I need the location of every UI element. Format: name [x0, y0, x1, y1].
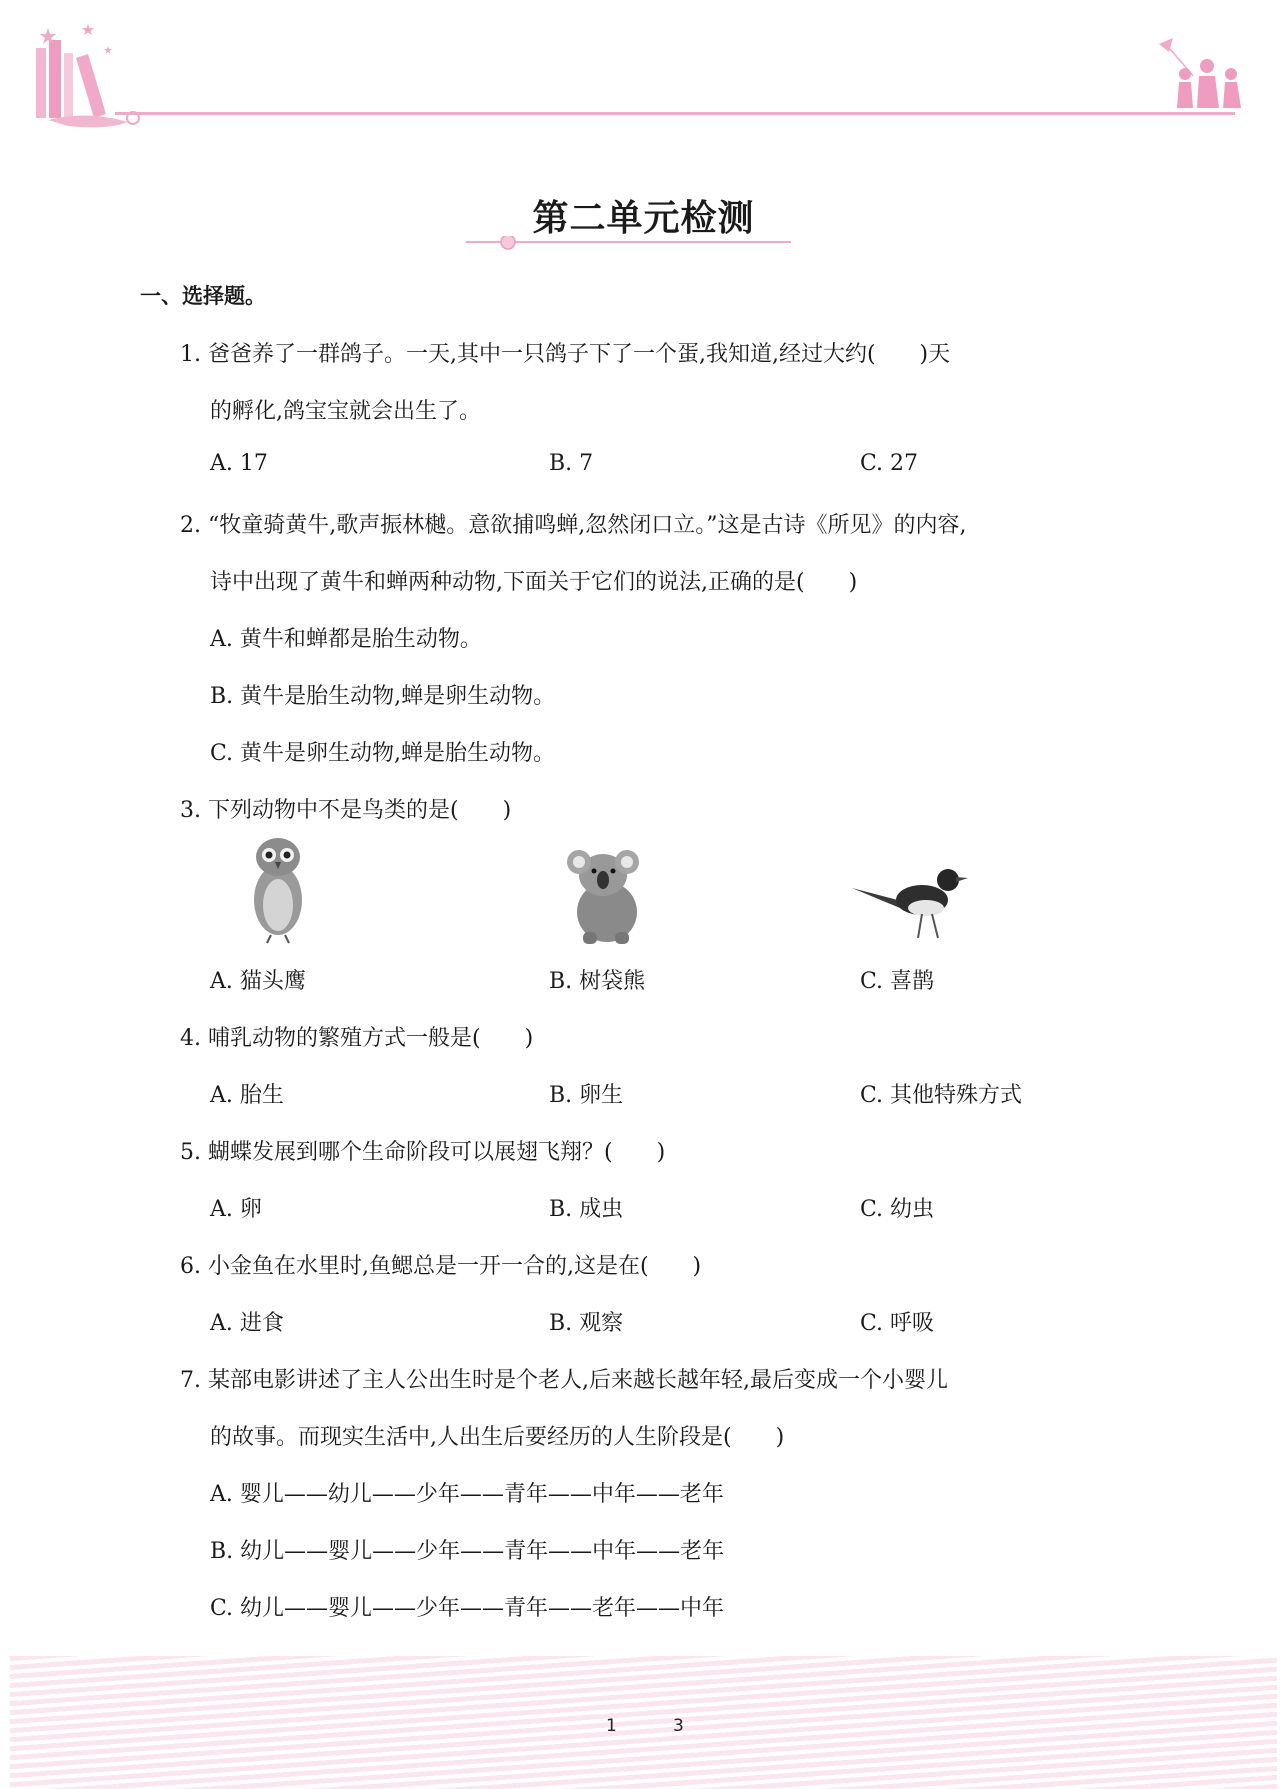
- option-c[interactable]: C. 黄牛是卵生动物,蝉是胎生动物。: [210, 741, 556, 766]
- question-stem: 1. 爸爸养了一群鸽子。一天,其中一只鸽子下了一个蛋,我知道,经过大约( )天: [180, 342, 951, 367]
- option-a[interactable]: A. 17: [210, 451, 268, 476]
- option-a[interactable]: A. 进食: [210, 1311, 284, 1336]
- question-stem: 7. 某部电影讲述了主人公出生时是个老人,后来越长越年轻,最后变成一个小婴儿: [180, 1368, 948, 1393]
- option-a[interactable]: A. 黄牛和蝉都是胎生动物。: [210, 627, 482, 652]
- question-stem: 诗中出现了黄牛和蝉两种动物,下面关于它们的说法,正确的是( ): [210, 570, 858, 595]
- option-a[interactable]: A. 婴儿——幼儿——少年——青年——中年——老年: [210, 1482, 724, 1507]
- option-b[interactable]: B. 卵生: [549, 1083, 624, 1108]
- option-c[interactable]: C. 其他特殊方式: [860, 1083, 1023, 1108]
- header-divider: [115, 112, 1235, 115]
- page-title: 第二单元检测: [532, 197, 755, 239]
- footer-band: [10, 1656, 1277, 1789]
- option-b[interactable]: B. 7: [549, 451, 594, 476]
- option-c[interactable]: C. 喜鹊: [860, 969, 935, 994]
- option-b[interactable]: B. 观察: [549, 1311, 624, 1336]
- books-flowers-icon: [28, 18, 153, 133]
- magpie-image: [850, 850, 975, 947]
- option-c[interactable]: C. 呼吸: [860, 1311, 935, 1336]
- option-c[interactable]: C. 幼虫: [860, 1197, 935, 1222]
- option-c[interactable]: C. 幼儿——婴儿——少年——青年——老年——中年: [210, 1596, 725, 1621]
- question-stem: 的孵化,鸽宝宝就会出生了。: [210, 399, 481, 424]
- owl-image: [245, 835, 311, 947]
- page-number-left: 1: [606, 1716, 617, 1736]
- title-underline: [466, 236, 796, 250]
- page-number-right: 3: [673, 1716, 684, 1736]
- question-stem: 4. 哺乳动物的繁殖方式一般是( ): [180, 1026, 534, 1051]
- option-a[interactable]: A. 卵: [210, 1197, 262, 1222]
- children-kite-icon: [1155, 36, 1250, 116]
- question-stem: 的故事。而现实生活中,人出生后要经历的人生阶段是( ): [210, 1425, 785, 1450]
- option-b[interactable]: B. 黄牛是胎生动物,蝉是卵生动物。: [210, 684, 556, 709]
- option-a[interactable]: A. 胎生: [210, 1083, 284, 1108]
- question-stem: 5. 蝴蝶发展到哪个生命阶段可以展翅飞翔？( ): [180, 1140, 666, 1165]
- option-a[interactable]: A. 猫头鹰: [210, 969, 306, 994]
- option-b[interactable]: B. 幼儿——婴儿——少年——青年——中年——老年: [210, 1539, 725, 1564]
- section-heading: 一、选择题。: [140, 284, 266, 308]
- question-stem: 3. 下列动物中不是鸟类的是( ): [180, 798, 512, 823]
- option-b[interactable]: B. 树袋熊: [549, 969, 646, 994]
- question-stem: 6. 小金鱼在水里时,鱼鳃总是一开一合的,这是在( ): [180, 1254, 702, 1279]
- option-b[interactable]: B. 成虫: [549, 1197, 624, 1222]
- question-stem: 2. “牧童骑黄牛,歌声振林樾。意欲捕鸣蝉,忽然闭口立。”这是古诗《所见》的内容,: [180, 513, 967, 538]
- koala-image: [567, 850, 639, 944]
- option-c[interactable]: C. 27: [860, 451, 919, 476]
